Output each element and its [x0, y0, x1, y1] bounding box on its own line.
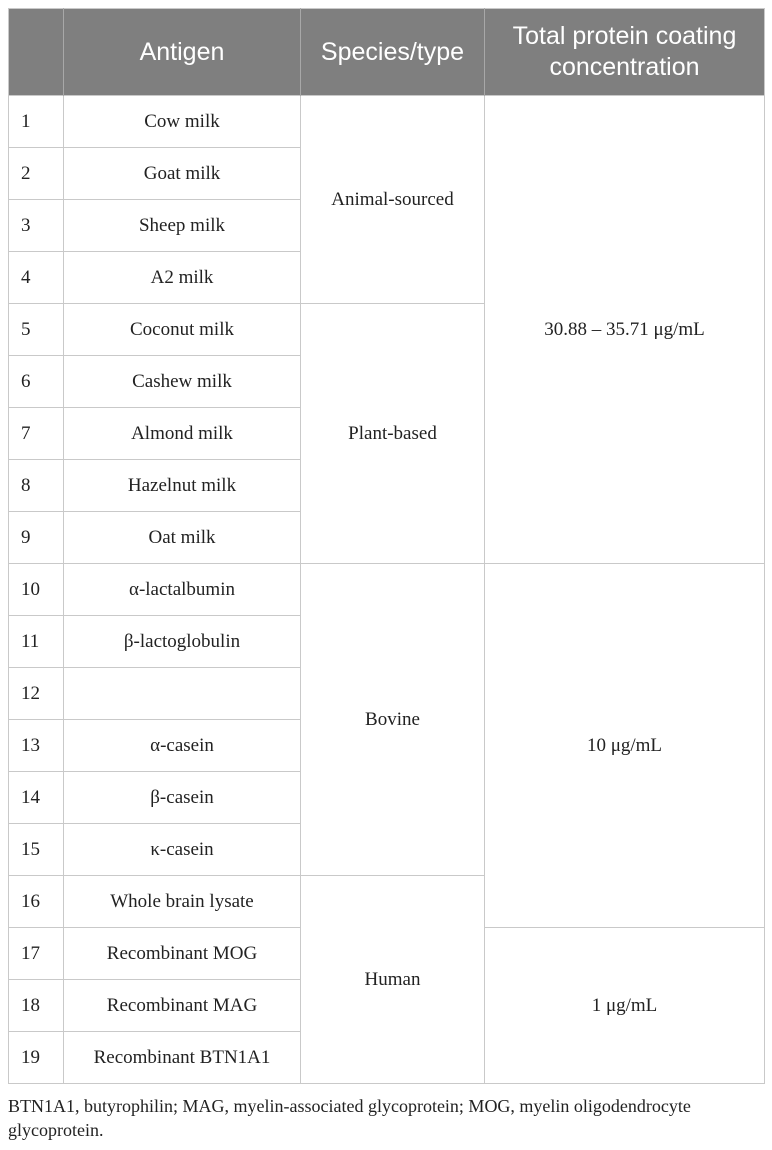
species-group-cell: Human: [301, 876, 485, 1084]
row-number: 15: [9, 824, 64, 876]
antigen-cell: β-casein: [64, 772, 301, 824]
row-number: 10: [9, 564, 64, 616]
antigen-cell: Oat milk: [64, 512, 301, 564]
row-number: 13: [9, 720, 64, 772]
concentration-group-cell: 10 μg/mL: [485, 564, 765, 928]
row-number: 1: [9, 96, 64, 148]
antigen-table: [8, 8, 765, 1084]
header-antigen: Antigen: [64, 9, 301, 96]
antigen-cell: Whole brain lysate: [64, 876, 301, 928]
row-number: 3: [9, 200, 64, 252]
row-number: 2: [9, 148, 64, 200]
antigen-cell: α-casein: [64, 720, 301, 772]
antigen-table-container: [8, 8, 764, 1084]
table-row: [9, 564, 765, 616]
row-number: 4: [9, 252, 64, 304]
antigen-cell: [64, 668, 301, 720]
antigen-cell: Coconut milk: [64, 304, 301, 356]
row-number: 7: [9, 408, 64, 460]
antigen-cell: Sheep milk: [64, 200, 301, 252]
antigen-cell: Recombinant MAG: [64, 980, 301, 1032]
header-row: [9, 9, 765, 96]
concentration-group-cell: 30.88 – 35.71 μg/mL: [485, 96, 765, 564]
table-footnote: BTN1A1, butyrophilin; MAG, myelin-associated glycoprotein; MOG, myelin oligodendrocyte glycoprotein.: [8, 1096, 691, 1140]
antigen-cell: κ-casein: [64, 824, 301, 876]
row-number: 6: [9, 356, 64, 408]
row-number: 18: [9, 980, 64, 1032]
row-number: 11: [9, 616, 64, 668]
antigen-cell: A2 milk: [64, 252, 301, 304]
antigen-cell: Recombinant BTN1A1: [64, 1032, 301, 1084]
row-number: 16: [9, 876, 64, 928]
species-group-cell: Plant-based: [301, 304, 485, 564]
antigen-cell: Cashew milk: [64, 356, 301, 408]
antigen-cell: Cow milk: [64, 96, 301, 148]
species-group-cell: Animal-sourced: [301, 96, 485, 304]
table-row: [9, 96, 765, 148]
species-group-cell: Bovine: [301, 564, 485, 876]
antigen-cell: Recombinant MOG: [64, 928, 301, 980]
row-number: 12: [9, 668, 64, 720]
row-number: 14: [9, 772, 64, 824]
row-number: 8: [9, 460, 64, 512]
header-species-type: Species/type: [301, 9, 485, 96]
header-concentration: Total protein coating concentration: [485, 9, 765, 96]
header-index: [9, 9, 64, 96]
antigen-cell: α-lactalbumin: [64, 564, 301, 616]
antigen-cell: β-lactoglobulin: [64, 616, 301, 668]
antigen-cell: Hazelnut milk: [64, 460, 301, 512]
row-number: 9: [9, 512, 64, 564]
row-number: 17: [9, 928, 64, 980]
concentration-group-cell: 1 μg/mL: [485, 928, 765, 1084]
antigen-cell: Goat milk: [64, 148, 301, 200]
row-number: 19: [9, 1032, 64, 1084]
row-number: 5: [9, 304, 64, 356]
antigen-cell: Almond milk: [64, 408, 301, 460]
